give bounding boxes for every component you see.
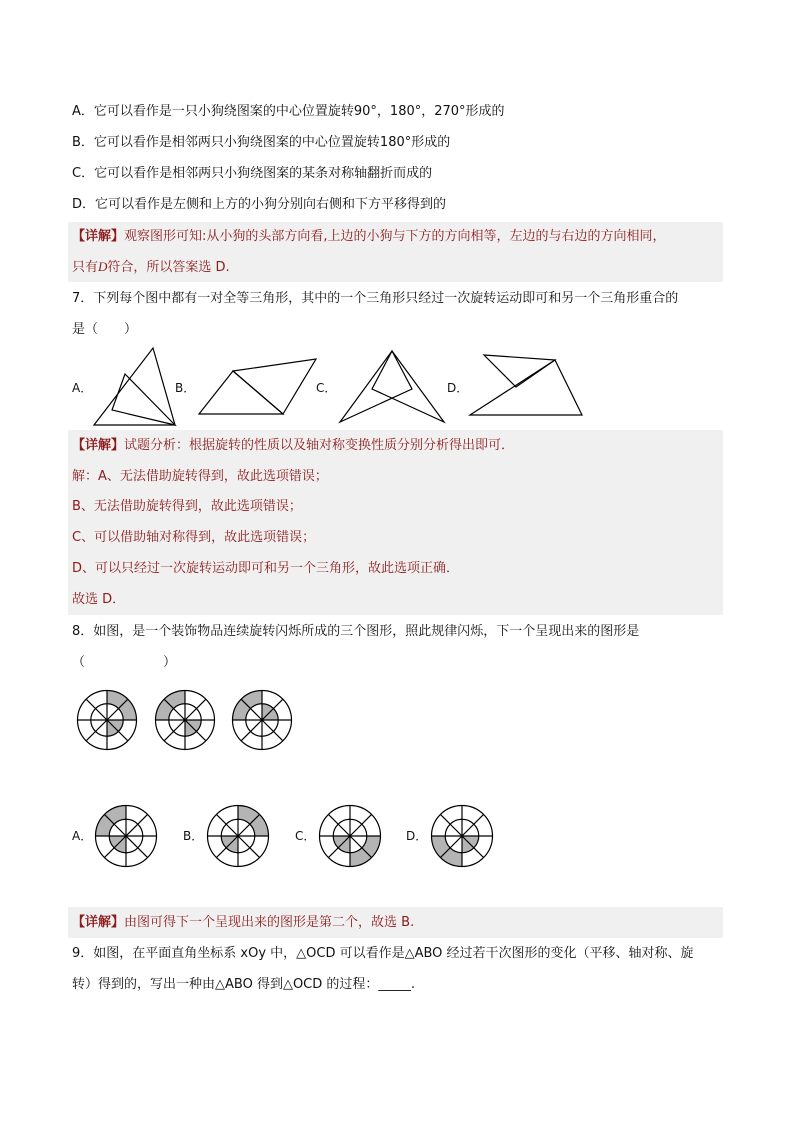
spoke-line	[238, 836, 260, 858]
q7-label-c: C．	[316, 381, 337, 395]
spoke-line	[86, 720, 107, 741]
q7-stem-line1: 7．下列每个图中都有一对全等三角形，其中的一个三角形只经过一次旋转运动即可和另一个三角形重合的	[72, 291, 679, 306]
q8-stem-line1: 8．如图，是一个装饰物品连续旋转闪烁所成的三个图形，照此规律闪烁，下一个呈现出来的图形是	[72, 624, 640, 639]
q6-detail-em: D	[98, 259, 108, 274]
spoke-line	[262, 720, 283, 741]
q7-figure-b	[195, 355, 320, 420]
q8-option-c-figure	[318, 804, 382, 868]
q7-detail-line4: C、可以借助轴对称得到，故此选项错误；	[72, 530, 316, 545]
q8-figure-1	[76, 689, 138, 751]
q8-option-a-figure	[94, 804, 158, 868]
q7-label-a: A．	[72, 381, 93, 395]
q7-stem-line2: 是（ ）	[72, 322, 138, 337]
spoke-line	[164, 720, 185, 741]
q8-option-d-figure	[430, 804, 494, 868]
q7d-triangle-1	[484, 355, 555, 387]
q7-figure-c	[338, 348, 448, 425]
spoke-line	[126, 814, 148, 836]
q6-option-c: C．它可以看作是相邻两只小狗绕图案的某条对称轴翻折而成的	[72, 166, 433, 181]
q7a-triangle-2	[112, 374, 175, 425]
q8-label-a: A．	[72, 829, 93, 843]
spoke-line	[350, 814, 372, 836]
q7-detail-line1	[72, 436, 514, 456]
q6-detail-line2	[72, 257, 230, 278]
q8-label-c: C．	[295, 829, 316, 843]
detail-tag: 【详解】	[72, 229, 125, 244]
q6-detail-post: 符合，所以答案选 D.	[107, 260, 230, 275]
q9-stem-line2: 转）得到的，写出一种由△ABO 得到△OCD 的过程：_____.	[72, 977, 416, 992]
q7-label-b: B．	[175, 381, 196, 395]
spoke-line	[126, 836, 148, 858]
q8-figure-2	[154, 689, 216, 751]
spoke-line	[241, 720, 262, 741]
q6-detail-line1	[72, 227, 666, 247]
spoke-line	[328, 814, 350, 836]
q7c-triangle-2	[372, 351, 444, 422]
q7-detail-line5: D、可以只经过一次旋转运动即可和另一个三角形，故此选项正确．	[72, 561, 460, 576]
detail-tag: 【详解】	[72, 438, 125, 453]
q8-detail-line	[72, 913, 414, 933]
q8-option-b-figure	[206, 804, 270, 868]
q6-option-d: D．它可以看作是左侧和上方的小狗分别向右侧和下方平移得到的	[72, 197, 447, 212]
q6-detail-pre: 只有	[72, 260, 99, 275]
q7-label-d: D．	[447, 381, 469, 395]
q8-label-b: B．	[183, 829, 204, 843]
q8-figure-3	[231, 689, 293, 751]
q7-detail-line3: B、无法借助旋转得到，故此选项错误；	[72, 499, 302, 514]
q6-option-b: B．它可以看作是相邻两只小狗绕图案的中心位置旋转180°形成的	[72, 135, 451, 150]
q9-stem-line1: 9．如图，在平面直角坐标系 xOy 中，△OCD 可以看作是△ABO 经过若干次图形的变化（平移、轴对称、旋	[72, 946, 694, 961]
spoke-line	[216, 814, 238, 836]
q6-detail-text: 观察图形可知:从小狗的头部方向看,上边的小狗与下方的方向相等，左边的与右边的方向相同，	[124, 229, 666, 244]
q6-option-a: A．它可以看作是一只小狗绕图案的中心位置旋转90°，180°，270°形成的	[72, 104, 505, 119]
q7-detail-line6: 故选 D．	[72, 592, 126, 607]
q8-detail-text: 由图可得下一个呈现出来的图形是第二个，故选 B.	[124, 915, 415, 930]
q7-detail-text: 试题分析：根据旋转的性质以及轴对称变换性质分别分析得出即可．	[124, 438, 515, 453]
spoke-line	[86, 699, 107, 720]
q7-figure-a	[90, 344, 180, 429]
q7b-triangle-2	[233, 359, 316, 414]
q7-figure-d	[467, 352, 587, 418]
spoke-line	[185, 699, 206, 720]
detail-tag: 【详解】	[72, 915, 125, 930]
q7c-triangle-1	[340, 351, 412, 422]
q7-detail-box	[68, 430, 723, 615]
q8-label-d: D．	[406, 829, 428, 843]
q8-stem-line2: （ ）	[72, 655, 177, 670]
spoke-line	[462, 814, 484, 836]
q7-detail-line2: 解：A、无法借助旋转得到，故此选项错误；	[72, 469, 328, 484]
q7d-triangle-2	[470, 360, 582, 415]
spoke-line	[440, 814, 462, 836]
